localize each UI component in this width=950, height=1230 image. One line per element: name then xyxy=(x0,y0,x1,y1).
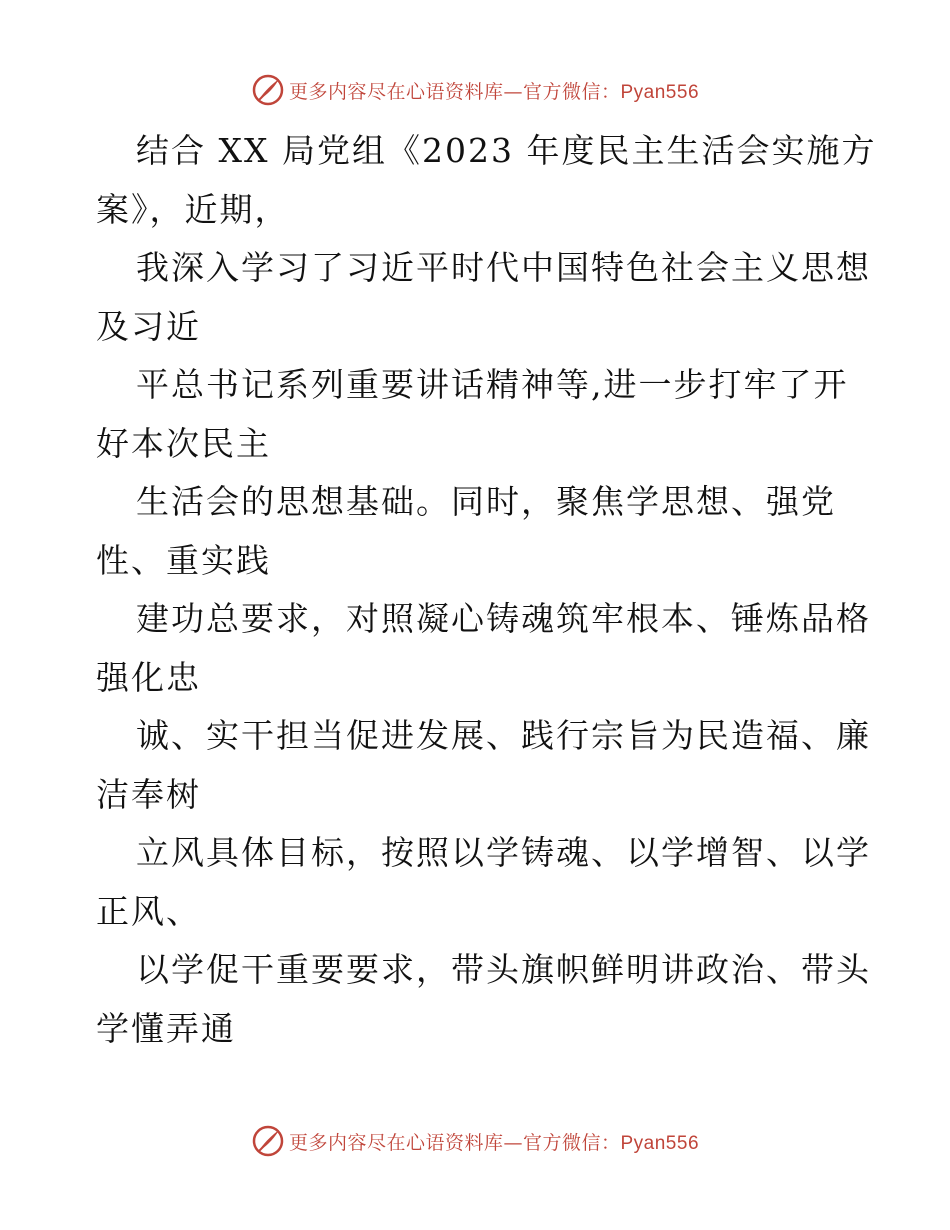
text-line: 立风具体目标，按照以学铸魂、以学增智、以学 xyxy=(136,833,871,872)
text-line: 结合 XX 局党组《2023 年度民主生活会实施方 xyxy=(136,131,877,170)
text-line: 正风、 xyxy=(96,891,201,931)
text-line: 及习近 xyxy=(96,306,201,346)
header-watermark xyxy=(0,70,950,110)
text-line: 好本次民主 xyxy=(96,423,271,463)
text-line: 我深入学习了习近平时代中国特色社会主义思想 xyxy=(136,248,871,287)
text-line: 案》，近期， xyxy=(96,189,290,229)
text-line: 生活会的思想基础。同时，聚焦学思想、强党 xyxy=(136,482,836,521)
footer-watermark xyxy=(0,1121,950,1161)
text-line: 强化忠 xyxy=(96,657,201,697)
watermark-text: 更多内容尽在心语资料库—官方微信：Pyan556 xyxy=(288,1131,700,1154)
text-line: 洁奉树 xyxy=(96,774,201,814)
text-line: 诚、实干担当促进发展、践行宗旨为民造福、廉 xyxy=(136,716,871,755)
text-line: 学懂弄通 xyxy=(96,1008,236,1048)
watermark-text: 更多内容尽在心语资料库—官方微信：Pyan556 xyxy=(288,80,700,103)
text-line: 性、重实践 xyxy=(96,540,271,580)
feather-seal-icon xyxy=(251,1124,285,1158)
text-line: 平总书记系列重要讲话精神等,进一步打牢了开 xyxy=(136,365,849,404)
wechat-id: Pyan556 xyxy=(620,1132,700,1154)
text-line: 以学促干重要要求，带头旗帜鲜明讲政治、带头 xyxy=(136,950,871,989)
wechat-id: Pyan556 xyxy=(620,81,700,103)
feather-seal-icon xyxy=(251,73,285,107)
document-body xyxy=(96,122,877,1058)
text-line: 建功总要求，对照凝心铸魂筑牢根本、锤炼品格 xyxy=(136,599,871,638)
